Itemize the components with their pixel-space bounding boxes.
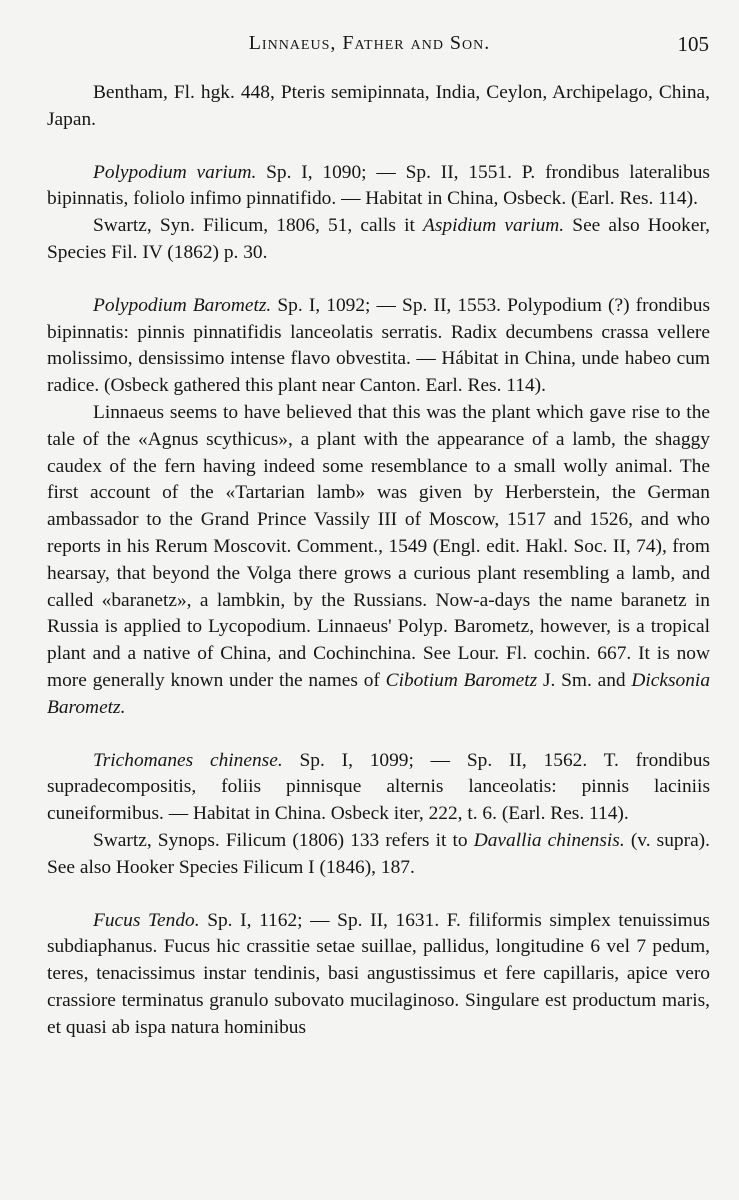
species-name: Fucus Tendo. [93, 909, 200, 931]
paragraph-trichomanes-chinense: Trichomanes chinense. Sp. I, 1099; — Sp. II, 1562. T. frondibus supradecompositis, foliis pinnisque alternis lanceolatis: pinnis laciniis cuneiformibus. — Habitat in China. Osbeck iter, 222, t. 6. (Earl. Res. 114). [47, 749, 711, 825]
running-head: Linnaeus, Father and Son. [248, 32, 491, 54]
paragraph-fucus-tendo: Fucus Tendo. Sp. I, 1162; — Sp. II, 1631. F. filiformis simplex tenuissimus subdiaphanus. Fucus hic crassitie setae suillae, pallidus, longitudine 6 vel 7 pedum, teres, tenacissimus instar tendinis, basi angustissimus et fere capillaris, apice vero crassiore terminatus granulo subovato mucilaginoso. Singulare est productum maris, et quasi ab ispa natura hominibus [47, 909, 710, 1038]
paragraph-polypodium-barometz: Polypodium Barometz. Sp. I, 1092; — Sp. II, 1553. Polypodium (?) frondibus bipinnatis: pinnis pinnatifidis lanceolatis serratis. Radix decumbens crassa vellere molissimo, densissimo intense flavo obvestita. — Hábitat in China, unde habeo cum radice. (Osbeck gathered this plant near Canton. Earl. Res. 114). [47, 294, 710, 397]
paragraph-bentham: Bentham, Fl. hgk. 448, Pteris semipinnata, India, Ceylon, Archipelago, China, Japan. [47, 82, 710, 130]
species-name: Dicksonia Barometz. [47, 669, 711, 718]
page-number: 105 [677, 32, 709, 56]
body-text [47, 80, 710, 1042]
species-name: Trichomanes chinense. [93, 749, 283, 771]
paragraph-agnus-scythicus: Linnaeus seems to have believed that this was the plant which gave rise to the tale of the «Agnus scythicus», a plant with the appearance of a lamb, the shaggy caudex of the fern having indeed some resemblance to a small wolly animal. The first account of the «Tartarian lamb» was given by Herberstein, the German ambassador to the Grand Prince Vassily III of Moscow, 1517 and 1526, and who reports in his Rerum Moscovit. Comment., 1549 (Engl. edit. Hakl. Soc. II, 74), from hearsay, that beyond the Volga there grows a curious plant resembling a lamb, and called «baranetz», a lambkin, by the Russians. Now-a-days the name baranetz in Russia is applied to Lycopodium. Linnaeus' Polyp. Barometz, however, is a tropical plant and a native of China, and Cochinchina. See Lour. Fl. cochin. 667. It is now more generally known under the names of Cibotium Barometz J. Sm. and Dicksonia Barometz. [47, 401, 711, 718]
species-name: Davallia chinensis. [473, 829, 625, 851]
page-header [0, 32, 739, 62]
species-name: Cibotium Barometz [385, 669, 538, 691]
paragraph-swartz-davallia: Swartz, Synops. Filicum (1806) 133 refers it to Davallia chinensis. (v. supra). See also Hooker Species Filicum I (1846), 187. [47, 829, 710, 878]
paragraph-swartz-aspidium: Swartz, Syn. Filicum, 1806, 51, calls it Aspidium varium. See also Hooker, Species Fil. IV (1862) p. 30. [47, 215, 710, 263]
species-name: Aspidium varium. [422, 215, 565, 237]
paragraph-polypodium-varium: Polypodium varium. Sp. I, 1090; — Sp. II, 1551. P. frondibus lateralibus bipinnatis, foliolo infimo pinnatifido. — Habitat in China, Osbeck. (Earl. Res. 114). [47, 161, 710, 210]
species-name: Polypodium Barometz. [93, 294, 272, 316]
species-name: Polypodium varium. [93, 161, 257, 183]
